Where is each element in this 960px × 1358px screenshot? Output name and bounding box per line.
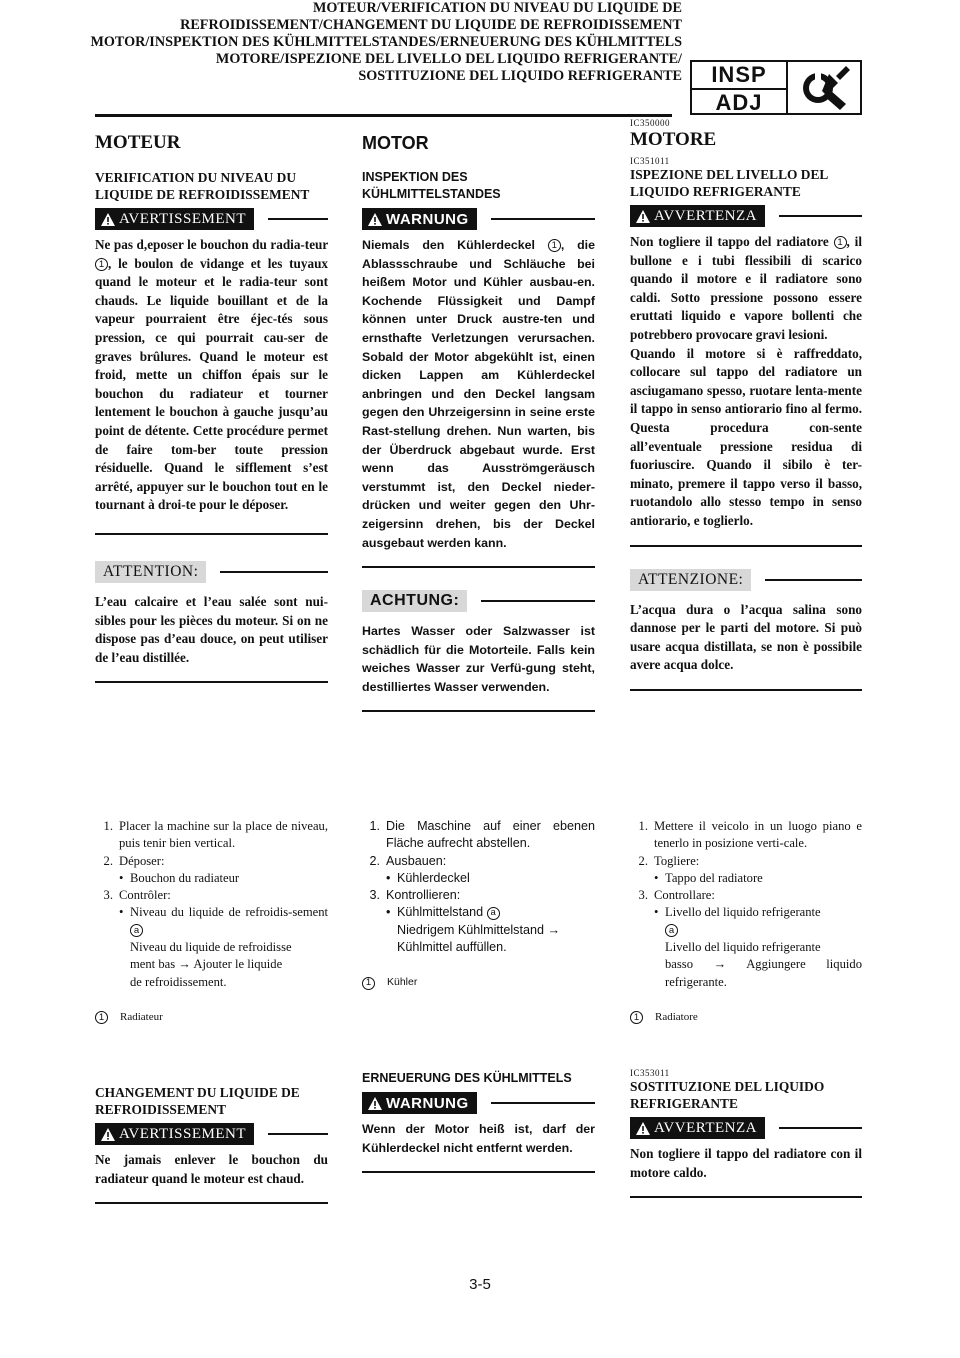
warning-label: WARNUNG: [362, 1092, 477, 1114]
change-code: IC353011: [630, 1068, 670, 1078]
list-item: 2. Déposer:: [103, 853, 165, 868]
part-marker: 1: [834, 236, 847, 249]
attention-label: ATTENZIONE:: [630, 569, 751, 591]
warning-icon: [101, 213, 115, 226]
list-item: 3. Contrôler:: [103, 888, 171, 903]
warning-icon: [368, 213, 382, 226]
arrow-icon: →: [713, 957, 727, 972]
page-number: 3-5: [469, 1276, 491, 1293]
point-marker: a: [487, 907, 500, 920]
header-title-line: MOTOR/INSPEKTION DES KÜHLMITTELSTANDES/ERNEUERUNG DES KÜHLMITTELS: [90, 34, 682, 50]
warning-icon: [101, 1128, 115, 1141]
change-warning-text: Ne jamais enlever le bouchon du radiateur quand le moteur est chaud.: [95, 1152, 328, 1186]
arrow-icon: →: [547, 922, 561, 937]
warning-text: Niemals den Kühlerdeckel 1 , die Ablassschraube und Schläuche bei heißem Motor und Kühler ausbau-en. Kochende Flüssigkeit und Dampf können unter Druck austre-ten und ernsthafte Verletzungen verursachen. Sobald der Motor abgekühlt ist, einen dicken Lappen am Kühlerdeckel anbringen und den Deckel langsam gegen den Uhrzeigersinn in seine erste Rast-stellung drehen. Nun warten, bis der Überdruck abgebaut wurde. Erst wenn das Ausströmgeräusch verstummt ist, den Deckel nieder-drücken und weiter gegen den Uhr-zeigersinn drehen, bis der Deckel ausgebaut werden kann.: [362, 238, 595, 550]
steps-italian: 1. Mettere il veicolo in un luogo piano e tenerlo in posizione verti-cale. 2. Togliere: • Tappo del radiatore 3. Controllare: • Livello del liquido refrigerante a Livello del liquido refrigerante basso → Aggiungere liquido refrigerante. 1 Radiatore: [630, 818, 862, 1026]
header-title-line: REFROIDISSEMENT/CHANGEMENT DU LIQUIDE DE REFROIDISSEMENT: [180, 17, 682, 33]
change-title: CHANGEMENT DU LIQUIDE DE REFROIDISSEMENT: [95, 1085, 300, 1117]
header-title-line: MOTORE/ISPEZIONE DEL LIVELLO DEL LIQUIDO REFRIGERANTE/: [215, 51, 682, 67]
change-warning-text: Wenn der Motor heiß ist, darf der Kühlerdeckel nicht entfernt werden.: [362, 1122, 595, 1155]
change-section-german: [362, 1070, 595, 1173]
header-rule: [95, 114, 672, 117]
warning-label: AVERTISSEMENT: [95, 1123, 254, 1145]
warning-text: Ne pas d,eposer le bouchon du radia-teur 1 , le boulon de vidange et les tuyaux quand le moteur et le radia-teur sont chauds. Le liquide bouillant et de la vapeur pourraient être éjec-tés sous pression, ce qui pourrait cau-ser de graves brûlures. Quand le moteur est froid, mette un chiffon épais sur le bouchon du radiateur et tourner lentement le bouchon à gauche jusqu’au point de détente. Cette procédure permet de faire tom-ber toute pression résiduelle. Quand le sifflement s’est arrêté, appuyer sur le bouchon tout en le tournant à droi-te pour le déposer.: [95, 237, 328, 513]
check-title: INSPEKTION DES KÜHLMITTELSTANDES: [362, 170, 501, 201]
warning-label: [95, 208, 254, 230]
section-title: MOTOR: [362, 133, 429, 153]
header-title: [42, 0, 682, 85]
warning-icon: [368, 1097, 382, 1110]
list-item: 1. Die Maschine auf einer ebenen Fläche aufrecht abstellen.: [369, 819, 595, 851]
section-code: IC350000: [630, 118, 670, 128]
check-title: ISPEZIONE DEL LIVELLO DEL LIQUIDO REFRIGERANTE: [630, 167, 828, 199]
legend-item: 1 Radiatore: [630, 1009, 862, 1026]
list-item: • Kühlerdeckel: [386, 870, 470, 885]
section-title: MOTEUR: [95, 132, 181, 153]
warning-text-2: Quando il motore si è raffreddato, collocare sul tappo del radiatore un asciugamano spesso, ruotare lenta-mente il tappo in senso antiorario fino al fermo. Questa procedura con-sente all’eventuale pressione residua di fuoriuscire. Quando il sibilo è ter-minato, premere il tappo verso il basso, ruotandolo allo stesso tempo in senso antiorario, e toglierlo.: [630, 345, 862, 528]
insp-adj-badge: [690, 60, 862, 115]
part-marker: 1: [548, 239, 561, 252]
list-item: 3. Controllare:: [638, 888, 715, 903]
list-item: • Niveau du liquide de refroidis-sement a: [119, 905, 328, 936]
header-title-line: MOTEUR/VERIFICATION DU NIVEAU DU LIQUIDE DE: [312, 0, 682, 16]
warning-label-text: AVERTISSEMENT: [119, 210, 246, 227]
warning-label: AVVERTENZA: [630, 205, 765, 227]
change-section-french: [95, 1084, 328, 1204]
attention-text: Hartes Wasser oder Salzwasser ist schädlich für die Motorteile. Falls kein weiches Wasser zur Verfü-gung steht, destilliertes Wasser verwenden.: [362, 624, 595, 694]
arrow-icon: →: [178, 957, 191, 972]
list-item: 2. Togliere:: [638, 853, 700, 868]
list-item: 1. Placer la machine sur la place de niveau, puis tenir bien vertical.: [103, 819, 328, 851]
check-title: VERIFICATION DU NIVEAU DU LIQUIDE DE REFROIDISSEMENT: [95, 170, 310, 202]
list-item: 1. Mettere il veicolo in un luogo piano e tenerlo in posizione verti-cale.: [638, 819, 862, 851]
attention-label: ACHTUNG:: [362, 590, 467, 612]
attention-text: L’acqua dura o l’acqua salina sono dannose per le parti del motore. Si può usare acqua distillata, se non è possibile avere acqua dolce.: [630, 601, 862, 673]
warning-text: Non togliere il tappo del radiatore 1 , il bullone e i tubi flessibili di scarico quando il motore e il radiatore sono caldi. Sotto pressione possono essere eruttati liquido e vapore bollenti che potrebbero provocare gravi lesioni.: [630, 234, 862, 342]
list-item: • Bouchon du radiateur: [119, 870, 240, 885]
steps-german: 1. Die Maschine auf einer ebenen Fläche aufrecht abstellen. 2. Ausbauen: • Kühlerdeckel 3. Kontrollieren: • Kühlmittelstand a Niedrigem Kühlmittelstand → Kühlmittel auffüllen. 1 Kühler: [362, 818, 595, 992]
warning-label: WARNUNG: [362, 208, 477, 230]
list-item: • Tappo del radiatore: [654, 870, 763, 885]
badge-adj-label: ADJ: [715, 90, 763, 115]
steps-french: 1. Placer la machine sur la place de niveau, puis tenir bien vertical. 2. Déposer: • Bouchon du radiateur 3. Contrôler: • Niveau du liquide de refroidis-sement a Niveau du liquide de refroidisse ment bas → Ajouter le liquide de refroidissement. 1 Radiateur: [95, 818, 328, 1026]
section-title: MOTORE: [630, 129, 717, 150]
column-german: [362, 131, 595, 712]
attention-text: L’eau calcaire et l’eau salée sont nui-sibles pour les pièces du moteur. Si on ne dispose pas d’eau douce, on peut utiliser de l’eau distillée.: [95, 593, 328, 665]
change-title: SOSTITUZIONE DEL LIQUIDO REFRIGERANTE: [630, 1079, 825, 1111]
list-item: • Kühlmittelstand a: [386, 904, 595, 921]
header-title-line: SOSTITUZIONE DEL LIQUIDO REFRIGERANTE: [358, 68, 682, 84]
warning-icon: [636, 1122, 650, 1135]
change-title: ERNEUERUNG DES KÜHLMITTELS: [362, 1071, 572, 1085]
point-marker: a: [130, 924, 143, 937]
list-item: 3. Kontrollieren:: [369, 888, 461, 903]
list-item: • Livello del liquido refrigerante: [654, 905, 821, 920]
warning-icon: [636, 210, 650, 223]
warning-label: AVVERTENZA: [630, 1117, 765, 1139]
badge-insp-label: INSP: [692, 62, 786, 90]
legend-item: 1 Kühler: [362, 974, 595, 991]
check-code: IC351011: [630, 156, 670, 166]
change-section-italian: [630, 1068, 862, 1198]
attention-label: ATTENTION:: [95, 561, 206, 583]
wrench-gauge-icon: [788, 62, 860, 113]
part-marker: 1: [95, 258, 108, 271]
column-french: [95, 131, 328, 683]
column-italian: [630, 118, 862, 691]
legend-item: 1 Radiateur: [95, 1009, 328, 1026]
change-warning-text: Non togliere il tappo del radiatore con il motore caldo.: [630, 1146, 862, 1180]
point-marker: a: [665, 924, 678, 937]
list-item: 2. Ausbauen:: [369, 853, 447, 868]
